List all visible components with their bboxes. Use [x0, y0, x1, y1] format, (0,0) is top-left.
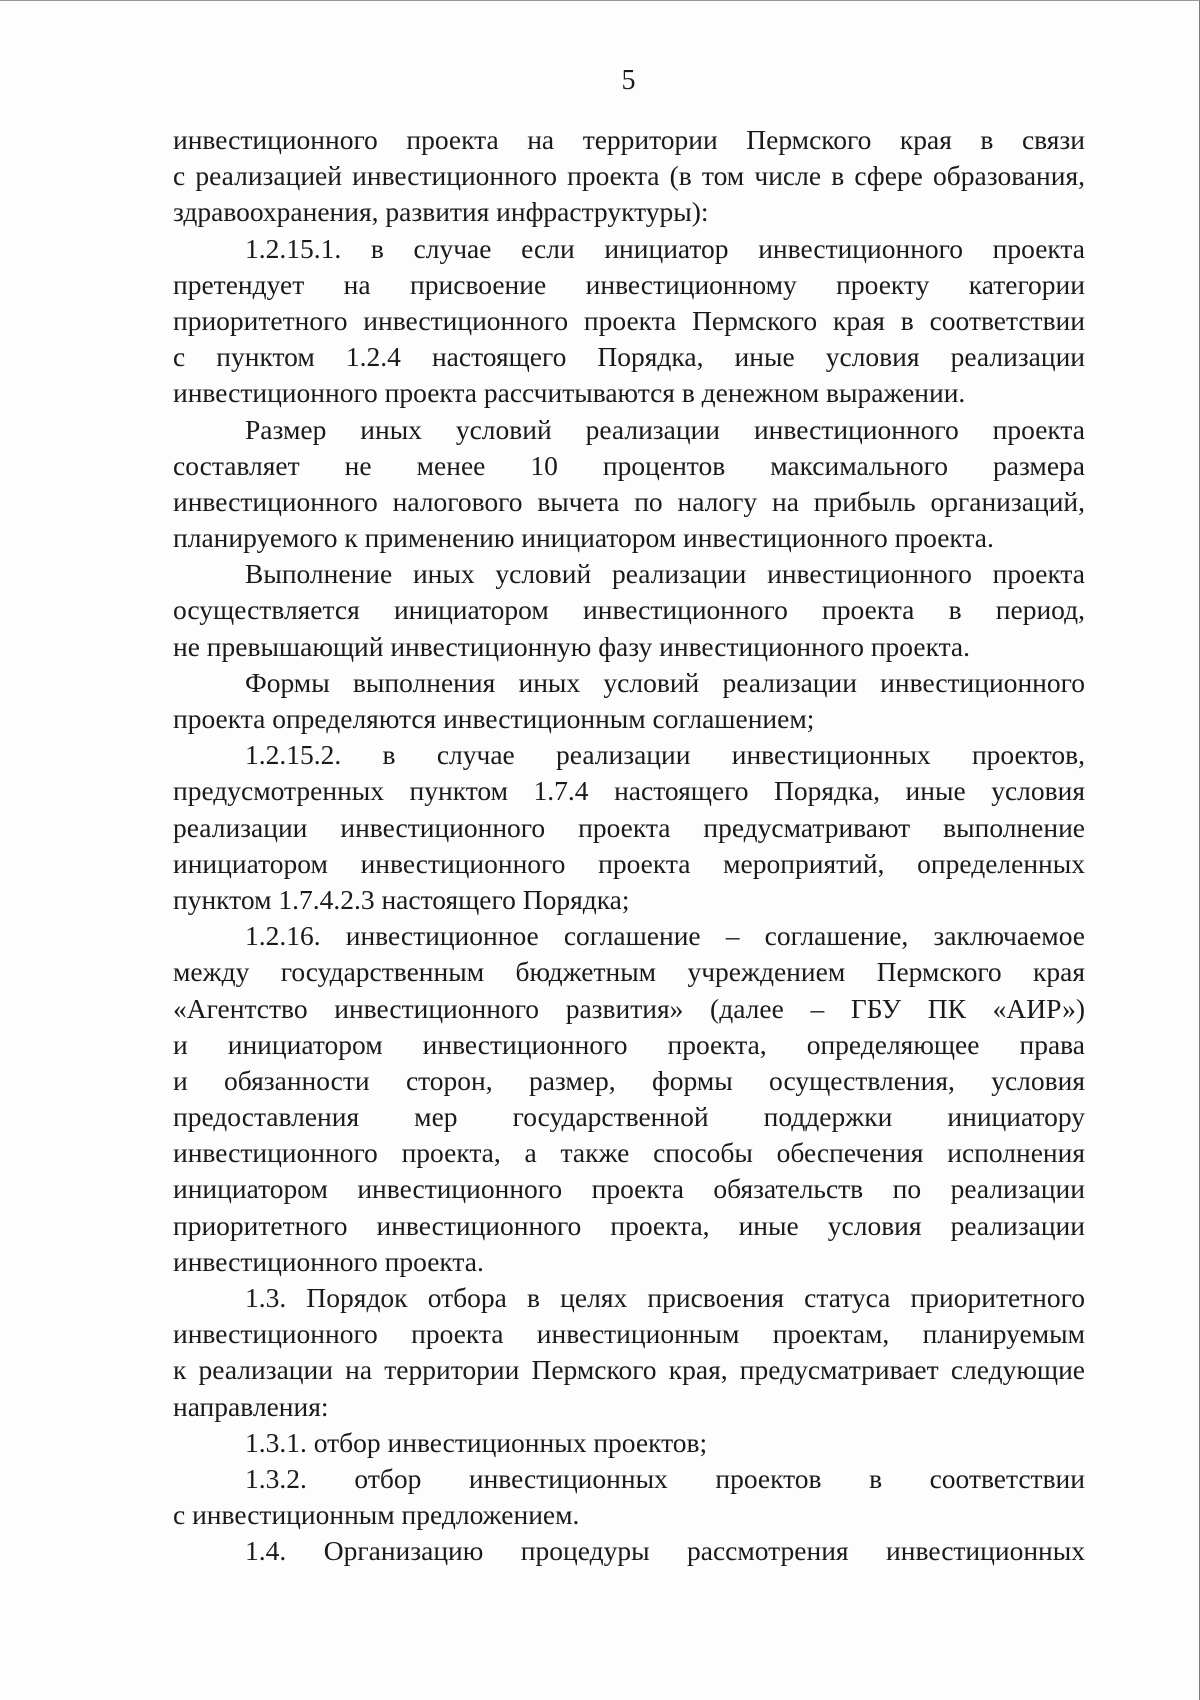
text-line: направления: [173, 1390, 329, 1422]
text-line: к реализации на территории Пермского края, предусматривает следующие [173, 1354, 1085, 1386]
text-line: 1.3.2. отбор инвестиционных проектов в соответствии [245, 1462, 1085, 1494]
text-line: инвестиционного проекта рассчитываются в денежном выражении. [173, 377, 966, 409]
text-line: 1.2.15.1. в случае если инициатор инвестиционного проекта [245, 232, 1085, 264]
text-line: инициатором инвестиционного проекта мероприятий, определенных [173, 847, 1085, 879]
text-line: инициатором инвестиционного проекта обязательств по реализации [173, 1173, 1085, 1205]
text-line: планируемого к применению инициатором инвестиционного проекта. [173, 522, 994, 554]
document-body [173, 122, 1085, 1570]
text-line: 1.3.1. отбор инвестиционных проектов; [245, 1426, 708, 1458]
text-line: осуществляется инициатором инвестиционного проекта в период, [173, 594, 1085, 626]
text-line: здравоохранения, развития инфраструктуры): [173, 196, 709, 228]
text-line: 1.2.16. инвестиционное соглашение – соглашение, заключаемое [245, 920, 1085, 952]
text-line: и инициатором инвестиционного проекта, определяющее права [173, 1028, 1085, 1060]
text-line: Формы выполнения иных условий реализации инвестиционного [245, 666, 1085, 698]
text-line: приоритетного инвестиционного проекта Пермского края в соответствии [173, 304, 1085, 336]
text-line: пунктом 1.7.4.2.3 настоящего Порядка; [173, 883, 630, 915]
page-number: 5 [621, 65, 636, 96]
text-line: инвестиционного налогового вычета по налогу на прибыль организаций, [173, 485, 1085, 517]
text-line: и обязанности сторон, размер, формы осуществления, условия [173, 1064, 1085, 1096]
text-line: предусмотренных пунктом 1.7.4 настоящего Порядка, иные условия [173, 775, 1085, 807]
text-line: с пунктом 1.2.4 настоящего Порядка, иные условия реализации [173, 341, 1085, 373]
text-line: 1.2.15.2. в случае реализации инвестиционных проектов, [245, 739, 1085, 771]
text-line: с инвестиционным предложением. [173, 1499, 580, 1531]
text-line: составляет не менее 10 процентов максимального размера [173, 449, 1085, 481]
text-line: приоритетного инвестиционного проекта, иные условия реализации [173, 1209, 1085, 1241]
text-line: инвестиционного проекта. [173, 1245, 484, 1277]
text-line: Размер иных условий реализации инвестиционного проекта [245, 413, 1085, 445]
text-line: предоставления мер государственной поддержки инициатору [173, 1101, 1085, 1133]
text-line: инвестиционного проекта, а также способы обеспечения исполнения [173, 1137, 1085, 1169]
text-line: претендует на присвоение инвестиционному проекту категории [173, 268, 1085, 300]
text-line: 1.4. Организацию процедуры рассмотрения инвестиционных [245, 1535, 1085, 1567]
text-line: проекта определяются инвестиционным соглашением; [173, 703, 815, 734]
text-line: с реализацией инвестиционного проекта (в том числе в сфере образования, [173, 160, 1085, 192]
text-line: не превышающий инвестиционную фазу инвестиционного проекта. [173, 630, 971, 662]
text-line: инвестиционного проекта инвестиционным проектам, планируемым [173, 1318, 1085, 1350]
text-line: Выполнение иных условий реализации инвестиционного проекта [245, 558, 1085, 590]
text-line: 1.3. Порядок отбора в целях присвоения статуса приоритетного [245, 1282, 1085, 1313]
text-line: «Агентство инвестиционного развития» (далее – ГБУ ПК «АИР») [173, 992, 1085, 1024]
text-line: инвестиционного проекта на территории Пермского края в связи [173, 124, 1085, 155]
text-line: между государственным бюджетным учреждением Пермского края [173, 956, 1085, 988]
text-line: реализации инвестиционного проекта предусматривают выполнение [173, 811, 1085, 843]
